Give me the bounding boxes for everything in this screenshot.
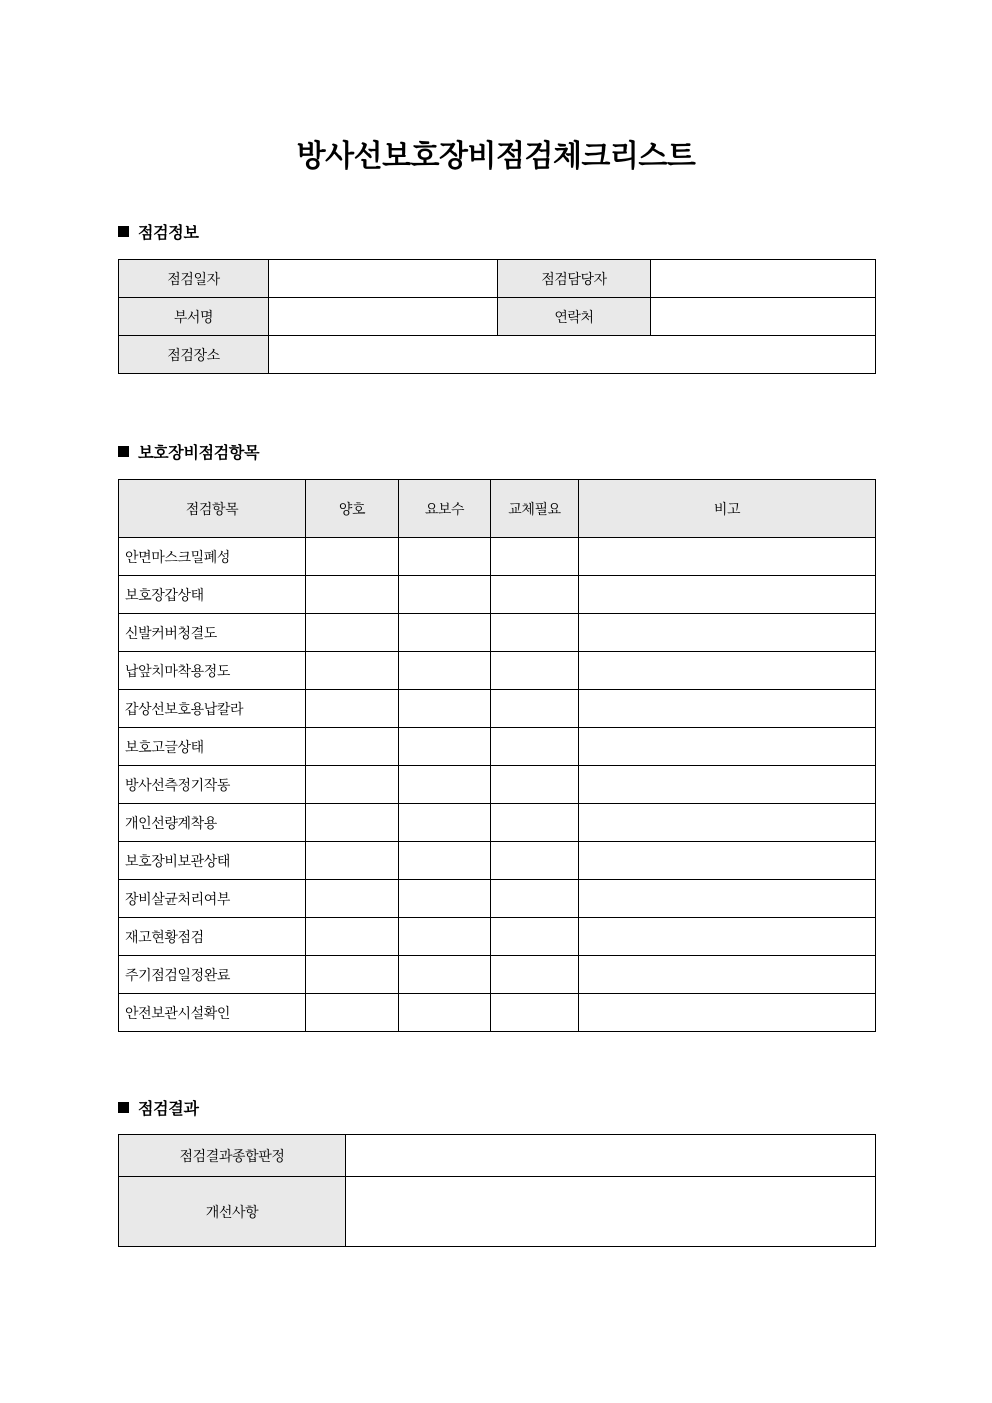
checkbox-needs-replacement[interactable] (491, 880, 579, 918)
field-department[interactable] (269, 298, 498, 336)
checkbox-needs-repair[interactable] (399, 614, 491, 652)
item-label: 장비살균처리여부 (119, 880, 306, 918)
checkbox-needs-replacement[interactable] (491, 538, 579, 576)
checkbox-needs-replacement[interactable] (491, 614, 579, 652)
table-row (119, 766, 876, 804)
checkbox-needs-repair[interactable] (399, 880, 491, 918)
checkbox-good[interactable] (306, 804, 399, 842)
checkbox-good[interactable] (306, 728, 399, 766)
item-label: 재고현황점검 (119, 918, 306, 956)
section-heading-inspection-info (118, 220, 199, 243)
field-improvements[interactable] (346, 1177, 876, 1247)
field-remarks[interactable] (579, 880, 876, 918)
field-remarks[interactable] (579, 538, 876, 576)
table-row (119, 576, 876, 614)
label-department: 부서명 (119, 298, 269, 336)
field-remarks[interactable] (579, 576, 876, 614)
table-row (119, 614, 876, 652)
label-improvements: 개선사항 (119, 1177, 346, 1247)
checkbox-needs-replacement[interactable] (491, 994, 579, 1032)
checkbox-needs-replacement[interactable] (491, 766, 579, 804)
column-header-item: 점검항목 (119, 480, 306, 538)
checkbox-good[interactable] (306, 576, 399, 614)
table-row (119, 918, 876, 956)
field-remarks[interactable] (579, 956, 876, 994)
table-header-row (119, 480, 876, 538)
label-inspector: 점검담당자 (498, 260, 651, 298)
checkbox-needs-repair[interactable] (399, 652, 491, 690)
checkbox-good[interactable] (306, 538, 399, 576)
table-row (119, 956, 876, 994)
table-row (119, 994, 876, 1032)
field-remarks[interactable] (579, 842, 876, 880)
section-heading-label: 점검결과 (138, 1101, 199, 1118)
table-row (119, 260, 876, 298)
field-remarks[interactable] (579, 728, 876, 766)
label-inspection-location: 점검장소 (119, 336, 269, 374)
square-bullet-icon (118, 226, 129, 237)
checkbox-needs-repair[interactable] (399, 766, 491, 804)
field-remarks[interactable] (579, 766, 876, 804)
column-header-remarks: 비고 (579, 480, 876, 538)
checkbox-needs-repair[interactable] (399, 956, 491, 994)
checkbox-needs-replacement[interactable] (491, 652, 579, 690)
checkbox-needs-repair[interactable] (399, 994, 491, 1032)
page-title: 방사선보호장비점검체크리스트 (296, 140, 696, 173)
column-header-good: 양호 (306, 480, 399, 538)
section-heading-inspection-result (118, 1096, 199, 1119)
section-heading-equipment-items (118, 440, 259, 463)
field-overall-verdict[interactable] (346, 1135, 876, 1177)
square-bullet-icon (118, 1102, 129, 1113)
table-row (119, 728, 876, 766)
item-label: 안전보관시설확인 (119, 994, 306, 1032)
table-row (119, 538, 876, 576)
field-remarks[interactable] (579, 918, 876, 956)
checkbox-needs-replacement[interactable] (491, 918, 579, 956)
equipment-checklist-table (118, 479, 876, 1032)
table-row (119, 336, 876, 374)
checkbox-needs-repair[interactable] (399, 728, 491, 766)
checkbox-good[interactable] (306, 994, 399, 1032)
checkbox-needs-replacement[interactable] (491, 728, 579, 766)
checkbox-needs-replacement[interactable] (491, 576, 579, 614)
item-label: 신발커버청결도 (119, 614, 306, 652)
table-row (119, 880, 876, 918)
checkbox-needs-repair[interactable] (399, 538, 491, 576)
section-heading-label: 점검정보 (138, 225, 199, 242)
checkbox-needs-repair[interactable] (399, 576, 491, 614)
column-header-needs-repair: 요보수 (399, 480, 491, 538)
checkbox-good[interactable] (306, 842, 399, 880)
item-label: 안면마스크밀폐성 (119, 538, 306, 576)
item-label: 납앞치마착용정도 (119, 652, 306, 690)
inspection-info-table (118, 259, 876, 374)
field-remarks[interactable] (579, 614, 876, 652)
item-label: 보호장갑상태 (119, 576, 306, 614)
table-row (119, 652, 876, 690)
checkbox-good[interactable] (306, 880, 399, 918)
item-label: 방사선측정기작동 (119, 766, 306, 804)
square-bullet-icon (118, 446, 129, 457)
label-contact: 연락처 (498, 298, 651, 336)
item-label: 갑상선보호용납칼라 (119, 690, 306, 728)
column-header-needs-replacement: 교체필요 (491, 480, 579, 538)
checkbox-good[interactable] (306, 690, 399, 728)
table-row (119, 804, 876, 842)
checkbox-needs-repair[interactable] (399, 690, 491, 728)
checkbox-needs-repair[interactable] (399, 918, 491, 956)
field-remarks[interactable] (579, 994, 876, 1032)
checkbox-good[interactable] (306, 614, 399, 652)
checkbox-needs-replacement[interactable] (491, 842, 579, 880)
table-row (119, 842, 876, 880)
item-label: 주기점검일정완료 (119, 956, 306, 994)
checkbox-good[interactable] (306, 956, 399, 994)
field-remarks[interactable] (579, 690, 876, 728)
field-contact[interactable] (651, 298, 876, 336)
inspection-result-table (118, 1134, 876, 1247)
item-label: 개인선량계착용 (119, 804, 306, 842)
checkbox-needs-replacement[interactable] (491, 956, 579, 994)
checkbox-good[interactable] (306, 766, 399, 804)
table-row (119, 1135, 876, 1177)
item-label: 보호고글상태 (119, 728, 306, 766)
table-row (119, 690, 876, 728)
item-label: 보호장비보관상태 (119, 842, 306, 880)
field-inspection-location[interactable] (269, 336, 876, 374)
checkbox-good[interactable] (306, 652, 399, 690)
field-remarks[interactable] (579, 652, 876, 690)
table-row (119, 298, 876, 336)
section-heading-label: 보호장비점검항목 (138, 445, 260, 462)
label-inspection-date: 점검일자 (119, 260, 269, 298)
checkbox-good[interactable] (306, 918, 399, 956)
checkbox-needs-replacement[interactable] (491, 804, 579, 842)
label-overall-verdict: 점검결과종합판정 (119, 1135, 346, 1177)
field-inspection-date[interactable] (269, 260, 498, 298)
checkbox-needs-replacement[interactable] (491, 690, 579, 728)
field-inspector[interactable] (651, 260, 876, 298)
field-remarks[interactable] (579, 804, 876, 842)
checkbox-needs-repair[interactable] (399, 804, 491, 842)
checkbox-needs-repair[interactable] (399, 842, 491, 880)
table-row (119, 1177, 876, 1247)
